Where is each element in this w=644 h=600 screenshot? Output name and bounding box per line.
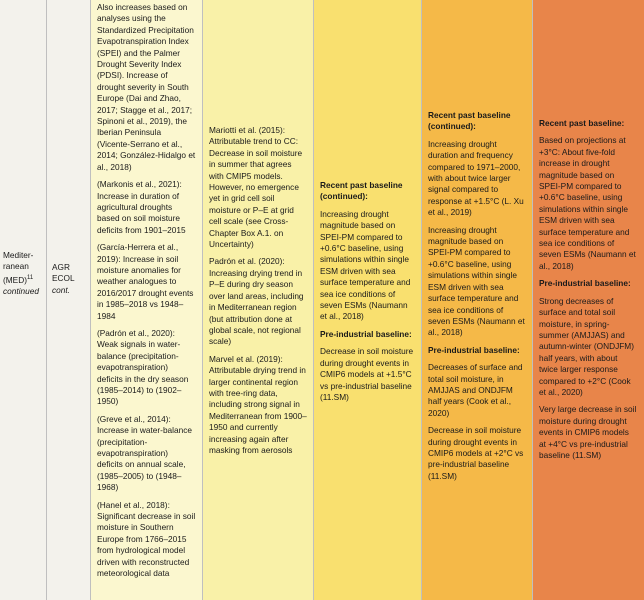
projection-entry: Increasing drought magnitude based on SPEI-PM compared to +0.6°C baseline, using simulations within single ESM driven with sea surface temperature and sea ice conditions of seven ESMs (Naumann et al., 2018) [428, 224, 525, 338]
projection-entry: Increasing drought duration and frequency compared to 1971–2000, with about twice larger signal compared to response at +1.5°C (L. Xu et al., 2019) [428, 138, 524, 218]
section-heading: Recent past baseline (continued): [320, 180, 403, 202]
observed-entry: (García-Herrera et al., 2019): Increase in soil moisture anomalies for weather analogues to 2016/2017 drought events in 1985–2018 vs 1948–1984 [97, 242, 194, 321]
warming-2-column [422, 0, 533, 600]
projection-entry: Decrease in soil moisture during drought events in CMIP6 models at +2°C vs pre-industrial baseline (11.SM) [428, 425, 524, 481]
sector-label: AGR ECOL cont. [52, 262, 75, 295]
sector-column [47, 0, 91, 600]
section-heading: Pre-industrial baseline: [539, 278, 631, 289]
section-heading: Recent past baseline (continued): [428, 110, 511, 132]
warming-4-column [533, 0, 644, 600]
observed-entry: (Markonis et al., 2021): Increase in duration of agricultural droughts based on soil moisture deficits from 1901–2015 [97, 179, 186, 235]
observed-entry: (Hanel et al., 2018): Significant decrease in soil moisture in Southern Europe from 1766–2015 from hydrological model driven with reconstructed meteorological data [97, 499, 196, 579]
observed-entry: (Padrón et al., 2020): Weak signals in water-balance (precipitation-evapotranspiration) deficits in the dry season (1985–2014) to (1902–1950) [97, 327, 189, 407]
projection-entry: Decreases of surface and total soil moisture, in AMJJAS and ONDJFM half years (Cook et al., 2020) [428, 362, 523, 418]
attribution-column [203, 0, 314, 600]
projection-entry: Increasing drought magnitude based on SPEI-PM compared to +0.6°C baseline, using simulations within single ESM driven with sea surface temperature and sea ice conditions of seven ESMs (Naumann et al., 2018) [320, 208, 411, 322]
attribution-entry: Padrón et al. (2020): Increasing drying trend in P–E during dry season over land areas, including in Mediterranean region (but attribution done at global scale, not regional scale) [209, 256, 304, 347]
attribution-entry: Marvel et al. (2019): Attributable drying trend in larger continental region with tree-ring data, including strong signal in Mediterranean from 1900–1950 and currently increasing again after masking from aerosols [209, 353, 307, 455]
observed-trends-column [91, 0, 203, 600]
section-heading: Recent past baseline: [539, 118, 625, 128]
projection-entry: Based on projections at +3°C: About five-fold increase in drought magnitude based on SPEI-PM compared to +0.6°C baseline, using simulations within single ESM driven with sea surface temperature and sea ice conditions of seven ESMs (Naumann et al., 2018) [539, 135, 636, 271]
projection-entry: Strong decreases of surface and total soil moisture, in spring-summer (AMJJAS) and autumn-winter (ONDJFM) half years, with about twice larger response compared to +2°C (Cook et al., 2020) [539, 295, 634, 397]
observed-entry: (Greve et al., 2014): Increase in water-balance (precipitation-evapotranspiration) deficits on annual scale, (1985–2005) to (1948–1968) [97, 413, 193, 493]
warming-1-5-column [314, 0, 422, 600]
section-heading: Pre-industrial baseline: [320, 328, 412, 339]
region-label: Mediter- ranean (MED)$^{11}$ continued [3, 250, 39, 296]
section-heading: Pre-industrial baseline: [428, 344, 520, 355]
region-column [0, 0, 47, 600]
observed-entry: Also increases based on analyses using the Standardized Precipitation Evapotranspiration Index (SPEI) and the Palmer Drought Severity Index (PDSI). Increase of drought severity in South Europe (Dai and Zhao, 2017; Stagge et al., 2017; Spinoni et al., 2019), the Iberian Peninsula (Vicente-Serrano et al., 2014; González-Hidalgo et al., 2018) [97, 2, 196, 172]
projection-entry: Decrease in soil moisture during drought events in CMIP6 models at +1.5°C vs pre-industrial baseline (11.SM) [320, 346, 414, 402]
attribution-entry: Mariotti et al. (2015): Attributable trend to CC: Decrease in soil moisture in summer that agrees with CMIP5 models. However, no emergence yet in grid cell soil moisture or P–E at grid cell scale (see Cross-Chapter Box A.1. on Uncertainty) [209, 125, 303, 250]
projection-entry: Very large decrease in soil moisture during drought events in CMIP6 models at +4°C vs pre-industrial baseline (11.SM) [539, 404, 637, 460]
